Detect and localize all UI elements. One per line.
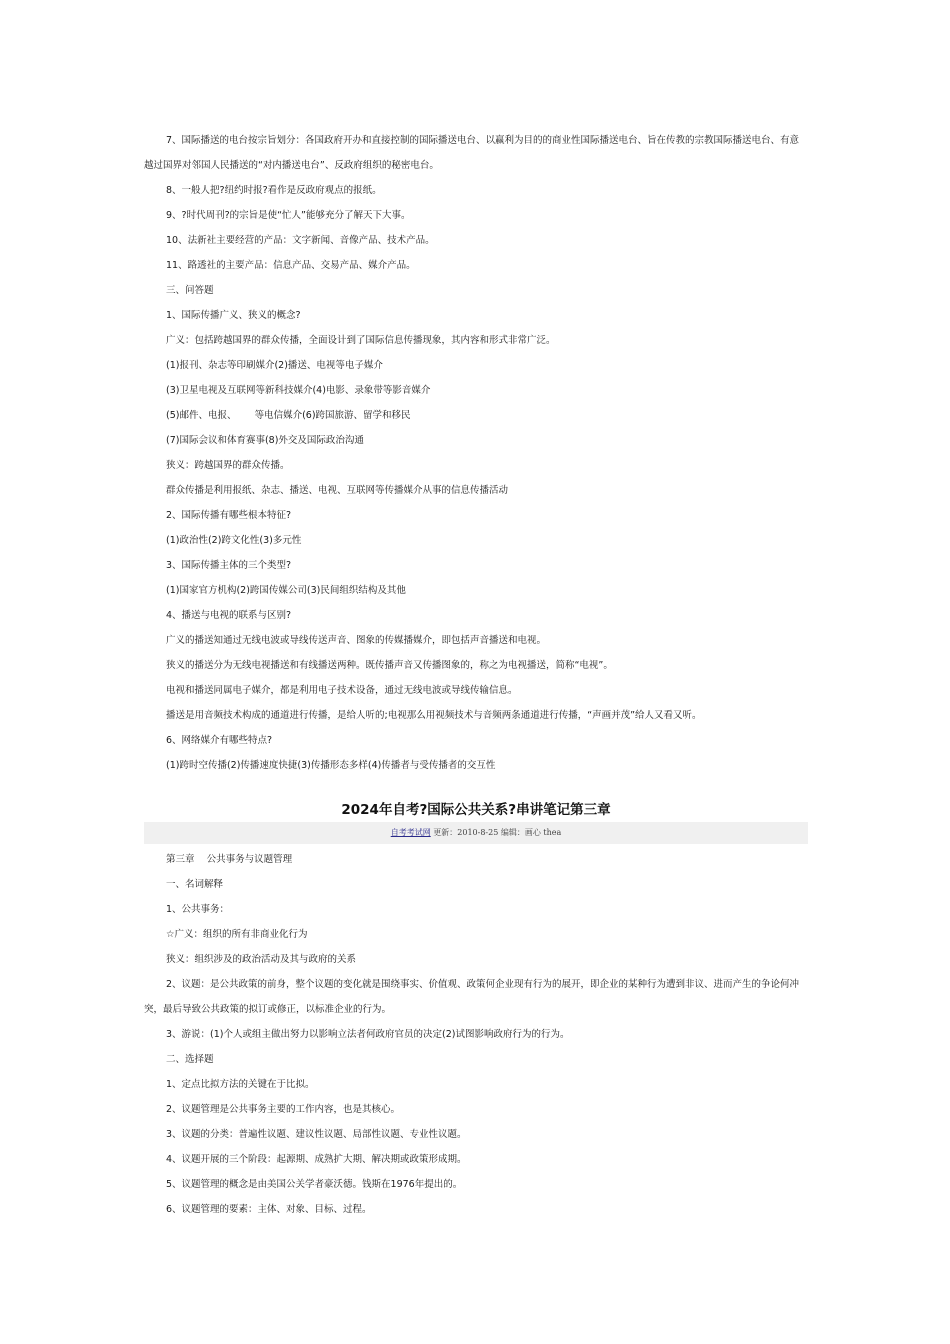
paragraph: 4、议题开展的三个阶段：起源期、成熟扩大期、解决期或政策形成期。 (166, 1154, 467, 1165)
section-previous-chapter (144, 128, 808, 778)
chapter-heading: 第三章 公共事务与议题管理 (166, 854, 293, 865)
paragraph: 群众传播是利用报纸、杂志、播送、电视、互联网等传播媒介从事的信息传播活动 (166, 485, 509, 496)
section-chapter-three (144, 847, 808, 1222)
paragraph: 狭义：跨越国界的群众传播。 (166, 460, 290, 471)
paragraph: 2、议题：是公共政策的前身，整个议题的变化就是围绕事实、价值观、政策何企业现有行为的展开，即企业的某种行为遭到非议、进而产生的争论何冲突，最后导致公共政策的拟订或修正，以标准企业的行为。 (144, 979, 800, 1015)
paragraph: 9、?时代周刊?的宗旨是使“忙人”能够充分了解天下大事。 (166, 210, 411, 221)
paragraph: 狭义的播送分为无线电视播送和有线播送两种。既传播声音又传播图象的，称之为电视播送，简称“电视”。 (166, 660, 613, 671)
paragraph: 1、定点比拟方法的关键在于比拟。 (166, 1079, 315, 1090)
paragraph: 电视和播送同属电子媒介，都是利用电子技术设备，通过无线电波或导线传输信息。 (166, 685, 518, 696)
paragraph: 2、议题管理是公共事务主要的工作内容，也是其核心。 (166, 1104, 401, 1115)
paragraph: (5)邮件、电报、 等电信媒介(6)跨国旅游、留学和移民 (166, 410, 411, 421)
paragraph: 狭义：组织涉及的政治活动及其与政府的关系 (166, 954, 357, 965)
article-meta: 更新：2010-8-25 编辑：画心 thea (430, 828, 562, 837)
paragraph: 3、议题的分类：普遍性议题、建议性议题、局部性议题、专业性议题。 (166, 1129, 467, 1140)
section-heading: 一、名词解释 (166, 879, 224, 890)
paragraph: (1)国家官方机构(2)跨国传媒公司(3)民间组织结构及其他 (166, 585, 406, 596)
paragraph: 5、议题管理的概念是由美国公关学者豪沃德。钱斯在1976年提出的。 (166, 1179, 463, 1190)
section-heading: 二、选择题 (166, 1054, 214, 1065)
paragraph: 11、路透社的主要产品：信息产品、交易产品、媒介产品。 (166, 260, 416, 271)
paragraph: 8、一般人把?纽约时报?看作是反政府观点的报纸。 (166, 185, 382, 196)
paragraph: (1)跨时空传播(2)传播速度快捷(3)传播形态多样(4)传播者与受传播者的交互性 (166, 760, 496, 771)
section-heading: 三、问答题 (166, 285, 214, 296)
paragraph: (7)国际会议和体育赛事(8)外交及国际政治沟通 (166, 435, 364, 446)
paragraph: 6、议题管理的要素：主体、对象、目标、过程。 (166, 1204, 372, 1215)
source-link[interactable]: 自考考试网 (390, 828, 431, 837)
paragraph: 播送是用音频技术构成的通道进行传播，是给人听的;电视那么用视频技术与音频两条通道进行传播，“声画并茂”给人又看又听。 (166, 710, 702, 721)
paragraph: (1)政治性(2)跨文化性(3)多元性 (166, 535, 302, 546)
question: 3、国际传播主体的三个类型? (166, 560, 292, 571)
paragraph: 3、游说：(1)个人或组主做出努力以影响立法者何政府官员的决定(2)试图影响政府行为的行为。 (166, 1029, 570, 1040)
paragraph: (1)报刊、杂志等印刷媒介(2)播送、电视等电子媒介 (166, 360, 383, 371)
paragraph: 广义的播送知通过无线电波或导线传送声音、图象的传媒播媒介，即包括声音播送和电视。 (166, 635, 547, 646)
question: 2、国际传播有哪些根本特征? (166, 510, 292, 521)
paragraph: 1、公共事务： (166, 904, 230, 915)
question: 6、网络媒介有哪些特点? (166, 735, 273, 746)
question: 4、播送与电视的联系与区别? (166, 610, 292, 621)
paragraph: (3)卫星电视及互联网等新科技媒介(4)电影、录象带等影音媒介 (166, 385, 431, 396)
paragraph: 广义：包括跨越国界的群众传播，全面设计到了国际信息传播现象，其内容和形式非常广泛。 (166, 335, 556, 346)
paragraph: 10、法新社主要经营的产品：文字新闻、音像产品、技术产品。 (166, 235, 435, 246)
paragraph: 7、国际播送的电台按宗旨划分：各国政府开办和直接控制的国际播送电台、以赢利为目的的商业性国际播送电台、旨在传教的宗教国际播送电台、有意越过国界对邻国人民播送的“对内播送电台”、反政府组织的秘密电台。 (144, 135, 800, 171)
article-meta-bar (144, 822, 808, 844)
paragraph: ☆广义：组织的所有非商业化行为 (166, 929, 308, 940)
question: 1、国际传播广义、狭义的概念? (166, 310, 301, 321)
article-title: 2024年自考?国际公共关系?串讲笔记第三章 (341, 802, 611, 818)
